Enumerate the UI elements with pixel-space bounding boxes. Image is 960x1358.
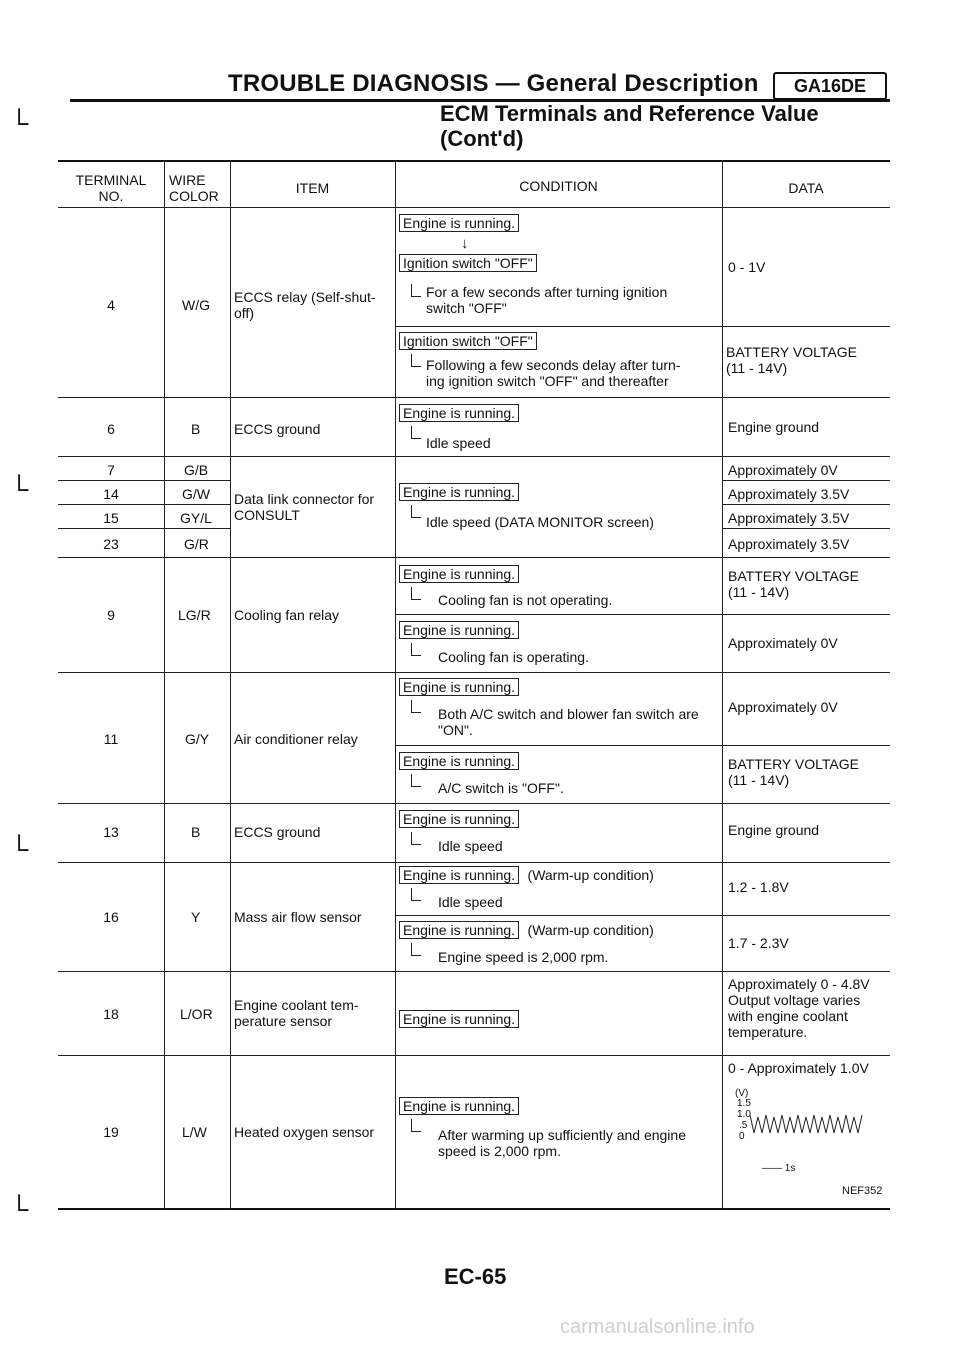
table-bottom-rule	[58, 1208, 890, 1210]
item-line: ECCS relay (Self-shut-	[234, 289, 376, 305]
terminal-no: 4	[107, 297, 115, 313]
item-name: ECCS ground	[234, 421, 321, 437]
condition-box: Engine is running.	[399, 483, 519, 501]
condition-box: Engine is running.	[399, 678, 519, 696]
condition-detail: Idle speed	[438, 838, 503, 854]
waveform-time: —— 1s	[762, 1163, 796, 1174]
data-value: Engine ground	[728, 419, 820, 435]
data-line: Approximately 0 - 4.8V	[728, 976, 870, 992]
section-title: ECM Terminals and Reference Value	[440, 101, 819, 126]
sub-condition-bracket-icon	[411, 1119, 421, 1132]
condition-head	[399, 866, 654, 885]
terminal-no: 15	[103, 510, 119, 526]
row-rule	[58, 557, 890, 558]
condition-box: Engine is running.	[399, 752, 519, 770]
data-line: BATTERY VOLTAGE	[726, 344, 857, 360]
condition-detail	[438, 706, 699, 738]
table-header-rule	[58, 207, 890, 208]
arrow-down-icon: ↓	[461, 235, 469, 252]
item-name: ECCS ground	[234, 824, 321, 840]
subrow-rule	[395, 745, 890, 746]
waveform-tick: 0	[739, 1131, 745, 1142]
sub-condition-bracket-icon	[411, 426, 421, 439]
condition-detail	[426, 357, 680, 389]
condition-detail: Idle speed	[438, 894, 503, 910]
condition-box: Engine is running.	[399, 866, 519, 884]
waveform-tick: 1.5	[737, 1098, 751, 1109]
data-value	[728, 568, 859, 600]
wire-color: G/R	[184, 536, 209, 552]
condition-box: Engine is running.	[399, 1097, 519, 1115]
wire-color: W/G	[182, 297, 210, 313]
item-line: Data link connector for	[234, 491, 375, 507]
page-title: TROUBLE DIAGNOSIS — General Description	[228, 70, 759, 97]
item-name: Heated oxygen sensor	[234, 1124, 375, 1140]
data-value: 1.2 - 1.8V	[728, 879, 789, 895]
data-value: 0 - Approximately 1.0V	[728, 1060, 869, 1076]
sub-condition-bracket-icon	[411, 587, 421, 600]
terminal-no: 9	[107, 607, 115, 623]
condition-line: For a few seconds after turning ignition	[426, 284, 668, 300]
data-value: 1.7 - 2.3V	[728, 935, 789, 951]
sub-condition-bracket-icon	[411, 943, 421, 956]
column-rule	[395, 160, 396, 1209]
terminal-no: 13	[103, 824, 119, 840]
data-value: 0 - 1V	[728, 259, 766, 275]
data-line: temperature.	[728, 1024, 808, 1040]
data-value	[728, 756, 859, 788]
wire-color: B	[191, 421, 201, 437]
sub-condition-bracket-icon	[411, 774, 421, 787]
binding-mark-icon: └	[10, 108, 29, 138]
item-name: Cooling fan relay	[234, 607, 340, 623]
sub-condition-bracket-icon	[411, 643, 421, 656]
watermark: carmanualsonline.info	[560, 1316, 755, 1338]
condition-line: speed is 2,000 rpm.	[438, 1143, 561, 1159]
condition-detail: Cooling fan is operating.	[438, 649, 589, 665]
condition-box: Engine is running.	[399, 1010, 519, 1028]
item-name	[234, 289, 376, 321]
column-rule	[230, 160, 231, 1209]
col-header-data: DATA	[788, 180, 824, 196]
row-rule	[58, 504, 230, 505]
condition-line: ing ignition switch "OFF" and thereafter	[426, 373, 669, 389]
col-header-item: ITEM	[295, 180, 330, 196]
item-line: perature sensor	[234, 1013, 333, 1029]
row-rule	[722, 528, 890, 529]
row-rule	[722, 480, 890, 481]
sub-condition-bracket-icon	[411, 284, 421, 297]
o2-sensor-waveform	[728, 1085, 878, 1175]
waveform-tick: .5	[739, 1120, 748, 1131]
item-line: CONSULT	[234, 507, 300, 523]
sub-condition-bracket-icon	[411, 832, 421, 845]
col-header-wire	[169, 172, 219, 204]
waveform-unit: (V)	[735, 1088, 749, 1099]
subrow-rule	[395, 915, 890, 916]
row-rule	[58, 803, 890, 804]
data-line: (11 - 14V)	[728, 772, 790, 788]
column-rule	[164, 160, 165, 1209]
condition-box: Engine is running.	[399, 404, 519, 422]
terminal-no: 14	[103, 486, 119, 502]
subrow-rule	[395, 614, 890, 615]
item-name: Air conditioner relay	[234, 731, 358, 747]
terminal-no: 6	[107, 421, 115, 437]
condition-box: Engine is running.	[399, 921, 519, 939]
data-line: Output voltage varies	[728, 992, 861, 1008]
row-rule	[58, 397, 890, 398]
data-value: Approximately 3.5V	[728, 536, 850, 552]
row-rule	[58, 528, 230, 529]
item-line: off)	[234, 305, 254, 321]
data-value: Approximately 0V	[728, 699, 838, 715]
table-top-rule	[58, 160, 890, 162]
data-value	[726, 344, 857, 376]
row-rule	[58, 672, 890, 673]
figure-code: NEF352	[842, 1185, 883, 1197]
row-rule	[58, 862, 890, 863]
waveform-trace	[750, 1103, 870, 1143]
row-rule	[58, 971, 890, 972]
item-name	[234, 491, 374, 523]
column-rule	[722, 160, 723, 1209]
wire-color: B	[191, 824, 201, 840]
condition-box: Engine is running.	[399, 214, 519, 232]
row-rule	[58, 480, 230, 481]
item-line: Engine coolant tem-	[234, 997, 359, 1013]
terminal-no: 16	[103, 909, 119, 925]
condition-box: Ignition switch "OFF"	[399, 254, 537, 272]
col-header-terminal	[58, 172, 164, 204]
terminal-no: 23	[103, 536, 119, 552]
condition-detail: Idle speed (DATA MONITOR screen)	[426, 514, 654, 530]
binding-mark-icon: └	[10, 1194, 29, 1224]
wire-color: G/B	[184, 462, 209, 478]
condition-detail	[438, 1127, 686, 1159]
wire-color: L/W	[182, 1124, 207, 1140]
data-line: BATTERY VOLTAGE	[728, 756, 859, 772]
condition-detail: Cooling fan is not operating.	[438, 592, 613, 608]
condition-line: switch "OFF"	[426, 300, 507, 316]
waveform-tick: 1.0	[737, 1109, 751, 1120]
col-header-terminal-line2: NO.	[98, 188, 124, 204]
wire-color: G/W	[182, 486, 210, 502]
data-value: Approximately 3.5V	[728, 486, 850, 502]
condition-line: Both A/C switch and blower fan switch are	[438, 706, 699, 722]
data-line: (11 - 14V)	[728, 584, 790, 600]
binding-mark-icon: └	[10, 474, 29, 504]
subrow-rule	[395, 326, 890, 327]
condition-line: After warming up sufficiently and engine	[438, 1127, 686, 1143]
row-rule	[58, 1055, 890, 1056]
binding-mark-icon: └	[10, 834, 29, 864]
condition-box: Engine is running.	[399, 810, 519, 828]
data-value	[728, 976, 870, 1040]
data-line: with engine coolant	[728, 1008, 848, 1024]
sub-condition-bracket-icon	[411, 888, 421, 901]
col-header-condition: CONDITION	[519, 178, 598, 194]
data-line: (11 - 14V)	[726, 360, 788, 376]
sub-condition-bracket-icon	[411, 354, 421, 367]
condition-detail: Idle speed	[426, 435, 491, 451]
wire-color: Y	[191, 909, 201, 925]
condition-detail: A/C switch is "OFF".	[438, 780, 564, 796]
condition-line: Following a few seconds delay after turn-	[426, 357, 681, 373]
data-value: Approximately 0V	[728, 635, 838, 651]
sub-condition-bracket-icon	[411, 700, 421, 713]
condition-note: (Warm-up condition)	[527, 922, 654, 938]
section-subtitle: (Cont'd)	[440, 126, 524, 151]
wire-color: G/Y	[185, 731, 210, 747]
condition-note: (Warm-up condition)	[527, 867, 654, 883]
condition-detail	[426, 284, 667, 316]
data-value: Engine ground	[728, 822, 820, 838]
col-header-wire-line2: COLOR	[169, 188, 219, 204]
col-header-terminal-line1: TERMINAL	[75, 172, 147, 188]
wire-color: L/OR	[180, 1006, 213, 1022]
row-rule	[722, 504, 890, 505]
condition-box: Ignition switch "OFF"	[399, 332, 537, 350]
row-rule	[58, 456, 890, 457]
item-name: Mass air flow sensor	[234, 909, 362, 925]
wire-color: GY/L	[180, 510, 212, 526]
condition-head	[399, 921, 654, 940]
terminal-no: 19	[103, 1124, 119, 1140]
sub-condition-bracket-icon	[411, 505, 421, 518]
col-header-wire-line1: WIRE	[169, 172, 206, 188]
terminal-no: 11	[103, 731, 119, 747]
terminal-no: 7	[107, 462, 115, 478]
data-value: Approximately 0V	[728, 462, 838, 478]
engine-tag: GA16DE	[773, 72, 887, 100]
waveform-time-label: 1s	[784, 1163, 796, 1174]
data-line: BATTERY VOLTAGE	[728, 568, 859, 584]
condition-box: Engine is running.	[399, 565, 519, 583]
data-value: Approximately 3.5V	[728, 510, 850, 526]
item-name	[234, 997, 359, 1029]
page-number: EC-65	[444, 1264, 507, 1289]
condition-detail: Engine speed is 2,000 rpm.	[438, 949, 609, 965]
condition-line: "ON".	[438, 722, 473, 738]
wire-color: LG/R	[178, 607, 211, 623]
condition-box: Engine is running.	[399, 621, 519, 639]
terminal-no: 18	[103, 1006, 119, 1022]
